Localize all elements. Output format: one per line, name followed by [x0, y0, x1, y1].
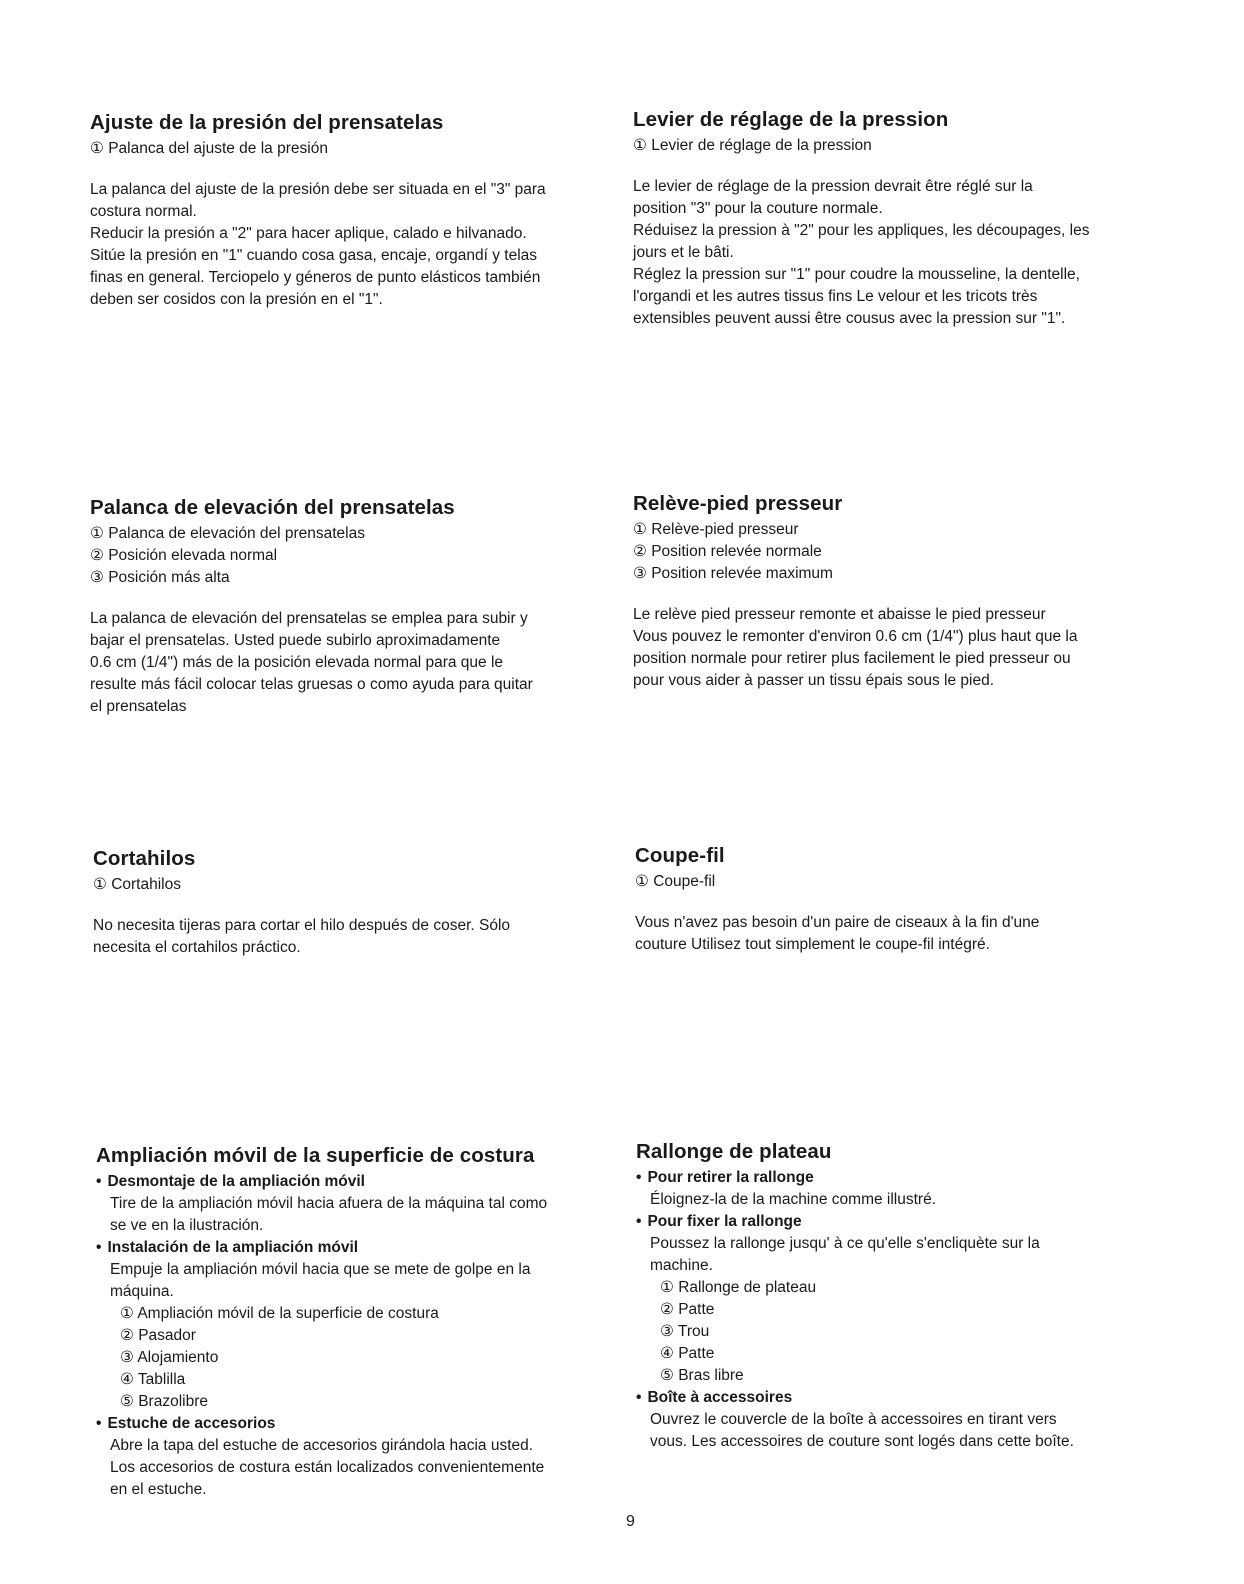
section-cutter-es: [93, 847, 623, 959]
text-line: deben ser cosidos con la presión en el "1".: [90, 291, 383, 308]
text-line: ① Coupe-fil: [635, 873, 716, 890]
parts-list: [635, 871, 1165, 893]
parts-list: [633, 519, 1163, 585]
section-pressure-es: [90, 111, 620, 311]
heading: Palanca de elevación del prensatelas: [90, 496, 455, 519]
subheading-remove: • Pour retirer la rallonge: [636, 1167, 1166, 1189]
text-line: necesita el cortahilos práctico.: [93, 939, 301, 956]
section-pressure-fr: [633, 108, 1163, 330]
text-line: el prensatelas: [90, 698, 187, 715]
text-line: Éloignez-la de la machine comme illustré.: [650, 1191, 937, 1208]
heading: Ampliación móvil de la superficie de costura: [96, 1144, 535, 1167]
text-line: Poussez la rallonge jusqu' à ce qu'elle s'encliquète sur la: [650, 1235, 1040, 1252]
text-line: ③ Alojamiento: [120, 1349, 219, 1366]
text-line: position normale pour retirer plus facilement le pied presseur ou: [633, 650, 1071, 667]
paragraph: [90, 179, 620, 311]
heading: Ajuste de la presión del prensatelas: [90, 111, 444, 134]
text-line: ③ Position relevée maximum: [633, 565, 833, 582]
parts-list: [633, 135, 1163, 157]
text-line: Vous n'avez pas besoin d'un paire de ciseaux à la fin d'une: [635, 914, 1040, 931]
text-line: máquina.: [110, 1283, 174, 1300]
text-line: ① Palanca de elevación del prensatelas: [90, 525, 365, 542]
text-line: couture Utilisez tout simplement le coupe-fil intégré.: [635, 936, 990, 953]
heading: Levier de réglage de la pression: [633, 108, 949, 131]
text-line: Réduisez la pression à "2" pour les appliques, les découpages, les: [633, 222, 1090, 239]
text-line: extensibles peuvent aussi être cousus avec la pression sur "1".: [633, 310, 1066, 327]
text-line: pour vous aider à passer un tissu épais sous le pied.: [633, 672, 995, 689]
text-line: l'organdi et les autres tissus fins Le velour et les tricots très: [633, 288, 1038, 305]
text-line: ③ Trou: [660, 1323, 710, 1340]
page-number: 9: [626, 1513, 635, 1530]
text-accessories: [96, 1435, 626, 1501]
section-extension-es: [96, 1144, 626, 1501]
text-line: Le levier de réglage de la pression devrait être réglé sur la: [633, 178, 1033, 195]
text-line: Le relève pied presseur remonte et abaisse le pied presseur: [633, 606, 1046, 623]
text-remove: [96, 1193, 626, 1237]
section-lifter-fr: [633, 492, 1163, 692]
text-line: finas en general. Terciopelo y géneros de punto elásticos también: [90, 269, 541, 286]
text-line: en el estuche.: [110, 1481, 207, 1498]
section-extension-fr: [636, 1140, 1166, 1453]
text-accessories: [636, 1409, 1166, 1453]
heading: Rallonge de plateau: [636, 1140, 832, 1163]
text-line: Abre la tapa del estuche de accesorios girándola hacia usted.: [110, 1437, 534, 1454]
paragraph: [635, 912, 1165, 956]
subheading-remove: • Desmontaje de la ampliación móvil: [96, 1171, 626, 1193]
text-line: ① Palanca del ajuste de la presión: [90, 140, 328, 157]
text-line: ⑤ Brazolibre: [120, 1393, 208, 1410]
text-line: se ve en la ilustración.: [110, 1217, 264, 1234]
text-line: ④ Patte: [660, 1345, 715, 1362]
text-line: jours et le bâti.: [633, 244, 734, 261]
text-line: ② Position relevée normale: [633, 543, 822, 560]
text-line: ① Rallonge de plateau: [660, 1279, 817, 1296]
paragraph: [93, 915, 623, 959]
section-lifter-es: [90, 496, 620, 718]
subheading-install: • Pour fixer la rallonge: [636, 1211, 1166, 1233]
paragraph: [633, 604, 1163, 692]
subheading-accessories: • Boîte à accessoires: [636, 1387, 1166, 1409]
text-install: [96, 1259, 626, 1303]
section-cutter-fr: [635, 844, 1165, 956]
subheading-install: • Instalación de la ampliación móvil: [96, 1237, 626, 1259]
text-remove: [636, 1189, 1166, 1211]
parts-list: [96, 1303, 626, 1413]
text-line: Sitúe la presión en "1" cuando cosa gasa, encaje, organdí y telas: [90, 247, 538, 264]
text-line: ② Posición elevada normal: [90, 547, 278, 564]
text-line: Tire de la ampliación móvil hacia afuera de la máquina tal como: [110, 1195, 548, 1212]
text-line: vous. Les accessoires de couture sont logés dans cette boîte.: [650, 1433, 1074, 1450]
text-line: Los accesorios de costura están localizados convenientemente: [110, 1459, 545, 1476]
text-line: ① Levier de réglage de la pression: [633, 137, 872, 154]
text-line: ④ Tablilla: [120, 1371, 186, 1388]
text-line: ① Ampliación móvil de la superficie de costura: [120, 1305, 439, 1322]
text-install: [636, 1233, 1166, 1277]
text-line: resulte más fácil colocar telas gruesas o como ayuda para quitar: [90, 676, 533, 693]
text-line: costura normal.: [90, 203, 197, 220]
parts-list: [93, 874, 623, 896]
text-line: position "3" pour la couture normale.: [633, 200, 883, 217]
parts-list: [90, 523, 620, 589]
heading: Coupe-fil: [635, 844, 725, 867]
text-line: ② Patte: [660, 1301, 715, 1318]
subheading-accessories: • Estuche de accesorios: [96, 1413, 626, 1435]
text-line: Vous pouvez le remonter d'environ 0.6 cm (1/4") plus haut que la: [633, 628, 1078, 645]
parts-list: [636, 1277, 1166, 1387]
text-line: La palanca del ajuste de la presión debe ser situada en el "3" para: [90, 181, 546, 198]
text-line: La palanca de elevación del prensatelas se emplea para subir y: [90, 610, 528, 627]
text-line: Ouvrez le couvercle de la boîte à accessoires en tirant vers: [650, 1411, 1057, 1428]
text-line: bajar el prensatelas. Usted puede subirlo aproximadamente: [90, 632, 501, 649]
text-line: Reducir la presión a "2" para hacer aplique, calado e hilvanado.: [90, 225, 527, 242]
text-line: ② Pasador: [120, 1327, 196, 1344]
text-line: No necesita tijeras para cortar el hilo después de coser. Sólo: [93, 917, 511, 934]
text-line: Réglez la pression sur "1" pour coudre la mousseline, la dentelle,: [633, 266, 1080, 283]
text-line: ③ Posición más alta: [90, 569, 230, 586]
text-line: Empuje la ampliación móvil hacia que se mete de golpe en la: [110, 1261, 531, 1278]
text-line: 0.6 cm (1/4") más de la posición elevada normal para que le: [90, 654, 504, 671]
paragraph: [90, 608, 620, 718]
text-line: ① Relève-pied presseur: [633, 521, 799, 538]
text-line: ① Cortahilos: [93, 876, 181, 893]
paragraph: [633, 176, 1163, 330]
heading: Relève-pied presseur: [633, 492, 843, 515]
heading: Cortahilos: [93, 847, 196, 870]
parts-list: [90, 138, 620, 160]
text-line: machine.: [650, 1257, 713, 1274]
text-line: ⑤ Bras libre: [660, 1367, 744, 1384]
